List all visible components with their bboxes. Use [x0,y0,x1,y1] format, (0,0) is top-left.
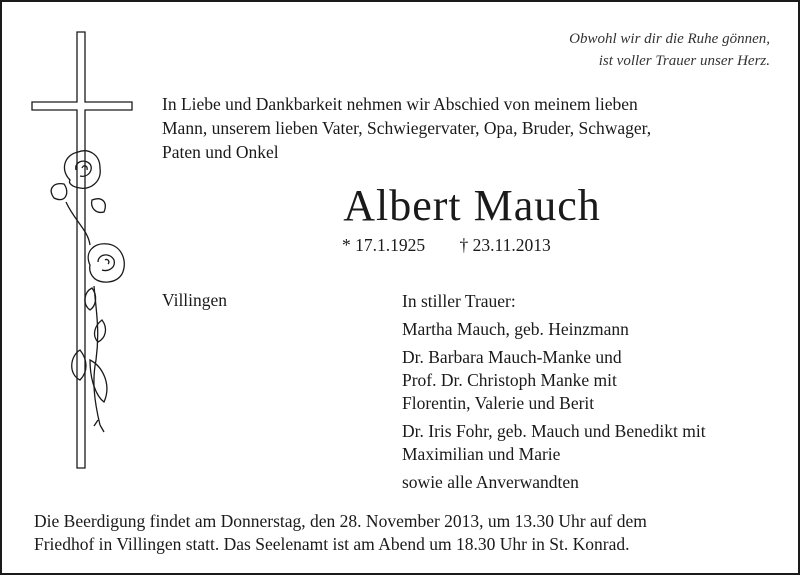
mourner-line: sowie alle Anverwandten [402,472,579,492]
funeral-line: Die Beerdigung findet am Donnerstag, den 28. November 2013, um 13.30 Uhr auf dem [34,511,647,531]
motto-line: ist voller Trauer unser Herz. [598,53,770,69]
funeral-notice [34,510,774,556]
deceased-name: Albert Mauch [343,181,601,230]
intro-line: Paten und Onkel [162,142,279,162]
cross-with-roses-icon [30,30,160,480]
mourner-line: Dr. Iris Fohr, geb. Mauch und Benedikt mit [402,421,706,441]
mourner-line: Maximilian und Marie [402,444,561,464]
birth-date: * 17.1.1925 [342,235,426,255]
intro-line: In Liebe und Dankbarkeit nehmen wir Abschied von meinem lieben [162,94,638,114]
mourners-list [402,290,792,494]
funeral-line: Friedhof in Villingen statt. Das Seelenamt ist am Abend um 18.30 Uhr in St. Konrad. [34,534,630,554]
death-date: † 23.11.2013 [459,235,551,255]
life-dates [342,235,581,256]
mourner-line: Dr. Barbara Mauch-Manke und [402,347,622,367]
motto-line: Obwohl wir dir die Ruhe gönnen, [569,31,770,47]
mourner-line: Florentin, Valerie und Berit [402,393,595,413]
mourner-line: Martha Mauch, geb. Heinzmann [402,319,629,339]
mourner-line: Prof. Dr. Christoph Manke mit [402,370,617,390]
motto [470,28,770,72]
place: Villingen [162,290,228,310]
intro-text [162,92,782,164]
intro-line: Mann, unserem lieben Vater, Schwiegervater, Opa, Bruder, Schwager, [162,118,652,138]
mourners-heading: In stiller Trauer: [402,291,516,311]
